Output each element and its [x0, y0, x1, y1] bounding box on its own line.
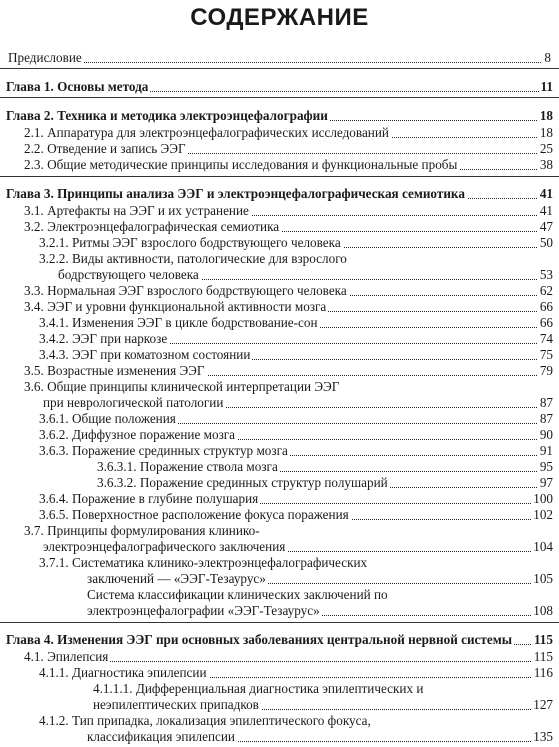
toc-entry: [87, 603, 553, 619]
toc-entry-title: электроэнцефалографического заключения: [43, 539, 286, 554]
toc-page-number: 47: [539, 219, 553, 234]
toc-entry-title: 3.6. Общие принципы клинической интерпретации ЭЭГ: [24, 379, 340, 394]
toc-entry-title: заключений — «ЭЭГ-Тезаурус»: [87, 571, 266, 586]
toc-page-number: 11: [540, 79, 553, 94]
toc-entry: [93, 697, 553, 713]
toc-entry-title: 2.2. Отведение и запись ЭЭГ: [24, 141, 186, 156]
toc-entry: [39, 491, 553, 507]
toc-entry: [97, 475, 553, 491]
toc-entry-title: классификация эпилепсии: [87, 729, 235, 744]
toc-entry: [97, 459, 553, 475]
toc-page-number: 95: [539, 459, 553, 474]
toc-entry: [39, 555, 553, 571]
toc-entry-title: 3.7.1. Систематика клинико-электроэнцефалографических: [39, 555, 368, 570]
toc-entry: [43, 395, 553, 411]
toc-entry-title: неэпилептических припадков: [93, 697, 259, 712]
toc-entry: [39, 713, 553, 729]
toc-entry: [39, 427, 553, 443]
toc-entry-title: бодрствующего человека: [58, 267, 199, 282]
toc-entry-title: 4.1.1. Диагностика эпилепсии: [39, 665, 207, 680]
toc-page-number: 127: [533, 697, 553, 712]
toc-page-number: 74: [539, 331, 553, 346]
toc-entry: [39, 411, 553, 427]
dot-leader: [8, 62, 551, 63]
toc-page-number: 102: [533, 507, 553, 522]
toc-page-number: 135: [533, 729, 553, 744]
toc-entry-title: 3.6.2. Диффузное поражение мозга: [39, 427, 236, 442]
toc-entry: [24, 523, 553, 539]
toc-entry: [87, 587, 553, 603]
toc-entry: [24, 203, 553, 219]
toc-chapter: [6, 108, 553, 124]
toc-entry: [24, 649, 553, 665]
toc-page-number: 104: [533, 539, 553, 554]
toc-entry-title: 3.4. ЭЭГ и уровни функциональной активности мозга: [24, 299, 327, 314]
toc-page-number: 66: [539, 299, 553, 314]
toc-entry-title: 3.3. Нормальная ЭЭГ взрослого бодрствующего человека: [24, 283, 347, 298]
toc-page-number: 50: [539, 235, 553, 250]
toc-page-number: 100: [533, 491, 553, 506]
toc-entry: [43, 539, 553, 555]
toc-entry: [39, 443, 553, 459]
toc-entry: [87, 571, 553, 587]
toc-chapter: [6, 632, 553, 648]
toc-page-number: 75: [539, 347, 553, 362]
toc-entry: [24, 219, 553, 235]
toc-page-number: 18: [539, 108, 553, 123]
toc-entry: [39, 331, 553, 347]
toc-entry-title: Глава 3. Принципы анализа ЭЭГ и электроэнцефалографическая семиотика: [6, 186, 465, 201]
toc-entry-title: 3.2.1. Ритмы ЭЭГ взрослого бодрствующего человека: [39, 235, 341, 250]
toc-entry-title: Система классификации клинических заключений по: [87, 587, 388, 602]
toc-entry: [58, 267, 553, 283]
toc-entry-title: 3.7. Принципы формулирования клинико-: [24, 523, 260, 538]
toc-entry-title: 3.6.3.1. Поражение ствола мозга: [97, 459, 278, 474]
toc-entry: [87, 729, 553, 745]
toc-entry-title: электроэнцефалографии «ЭЭГ-Тезаурус»: [87, 603, 320, 618]
toc-page-number: 25: [539, 141, 553, 156]
toc-entry-title: 2.1. Аппаратура для электроэнцефалографических исследований: [24, 125, 389, 140]
toc-chapter: [6, 186, 553, 202]
toc-entry-title: 2.3. Общие методические принципы исследования и функциональные пробы: [24, 157, 458, 172]
toc-page-number: 62: [539, 283, 553, 298]
toc-entry: [39, 507, 553, 523]
toc-entry-title: 3.2.2. Виды активности, патологические для взрослого: [39, 251, 347, 266]
toc-page-number: 66: [539, 315, 553, 330]
toc-entry-title: 4.1. Эпилепсия: [24, 649, 109, 664]
toc-page-number: 116: [533, 665, 553, 680]
toc-page-number: 91: [539, 443, 553, 458]
toc-page-number: 97: [539, 475, 553, 490]
page-title: СОДЕРЖАНИЕ: [190, 4, 369, 31]
toc-entry-title: 3.4.3. ЭЭГ при коматозном состоянии: [39, 347, 251, 362]
toc-page-number: 41: [539, 186, 553, 201]
toc-entry: [24, 379, 553, 395]
toc-entry-title: 3.5. Возрастные изменения ЭЭГ: [24, 363, 205, 378]
toc-page-number: 41: [539, 203, 553, 218]
toc-entry-title: Глава 1. Основы метода: [6, 79, 149, 94]
toc-entry-title: Предисловие: [8, 50, 82, 65]
toc-page-number: 115: [533, 649, 553, 664]
toc-entry: [24, 363, 553, 379]
toc-entry-title: 3.6.3. Поражение срединных структур мозга: [39, 443, 288, 458]
toc-page-number: 79: [539, 363, 553, 378]
section-divider: [0, 68, 559, 69]
toc-entry: [24, 299, 553, 315]
section-divider: [0, 622, 559, 623]
toc-entry: [39, 251, 553, 267]
toc-entry-title: 3.4.2. ЭЭГ при наркозе: [39, 331, 168, 346]
section-divider: [0, 176, 559, 177]
toc-page-number: 38: [539, 157, 553, 172]
toc-entry: [93, 681, 553, 697]
toc-entry-title: 4.1.1.1. Дифференциальная диагностика эпилептических и: [93, 681, 424, 696]
toc-page-number: 90: [539, 427, 553, 442]
toc-entry-title: 4.1.2. Тип припадка, локализация эпилептического фокуса,: [39, 713, 371, 728]
toc-entry: [24, 141, 553, 157]
toc-page-number: 53: [539, 267, 553, 282]
toc-page-number: 105: [533, 571, 553, 586]
toc-page-number: 87: [539, 411, 553, 426]
toc-entry: [39, 235, 553, 251]
toc-page-number: 8: [544, 50, 551, 65]
toc-entry: [39, 665, 553, 681]
toc-entry: [24, 125, 553, 141]
toc-entry: [24, 283, 553, 299]
toc-entry-title: 3.2. Электроэнцефалографическая семиотика: [24, 219, 280, 234]
toc-entry-title: 3.6.1. Общие положения: [39, 411, 176, 426]
toc-entry-title: Глава 2. Техника и методика электроэнцефалографии: [6, 108, 328, 123]
section-divider: [0, 97, 559, 98]
toc-entry: [39, 315, 553, 331]
toc-entry-title: 3.1. Артефакты на ЭЭГ и их устранение: [24, 203, 249, 218]
toc-page-number: 115: [533, 632, 553, 647]
toc-page-number: 87: [539, 395, 553, 410]
toc-page-number: 108: [533, 603, 553, 618]
toc-entry: [24, 157, 553, 173]
toc-entry-title: 3.6.3.2. Поражение срединных структур полушарий: [97, 475, 388, 490]
toc-entry-title: 3.6.5. Поверхностное расположение фокуса поражения: [39, 507, 349, 522]
toc-entry: [8, 50, 551, 66]
toc-entry-title: 3.6.4. Поражение в глубине полушария: [39, 491, 259, 506]
toc-entry-title: при неврологической патологии: [43, 395, 224, 410]
toc-entry-title: Глава 4. Изменения ЭЭГ при основных заболеваниях центральной нервной системы: [6, 632, 513, 647]
toc-chapter: [6, 79, 553, 95]
toc-page-number: 18: [539, 125, 553, 140]
toc-entry-title: 3.4.1. Изменения ЭЭГ в цикле бодрствование-сон: [39, 315, 318, 330]
toc-entry: [39, 347, 553, 363]
